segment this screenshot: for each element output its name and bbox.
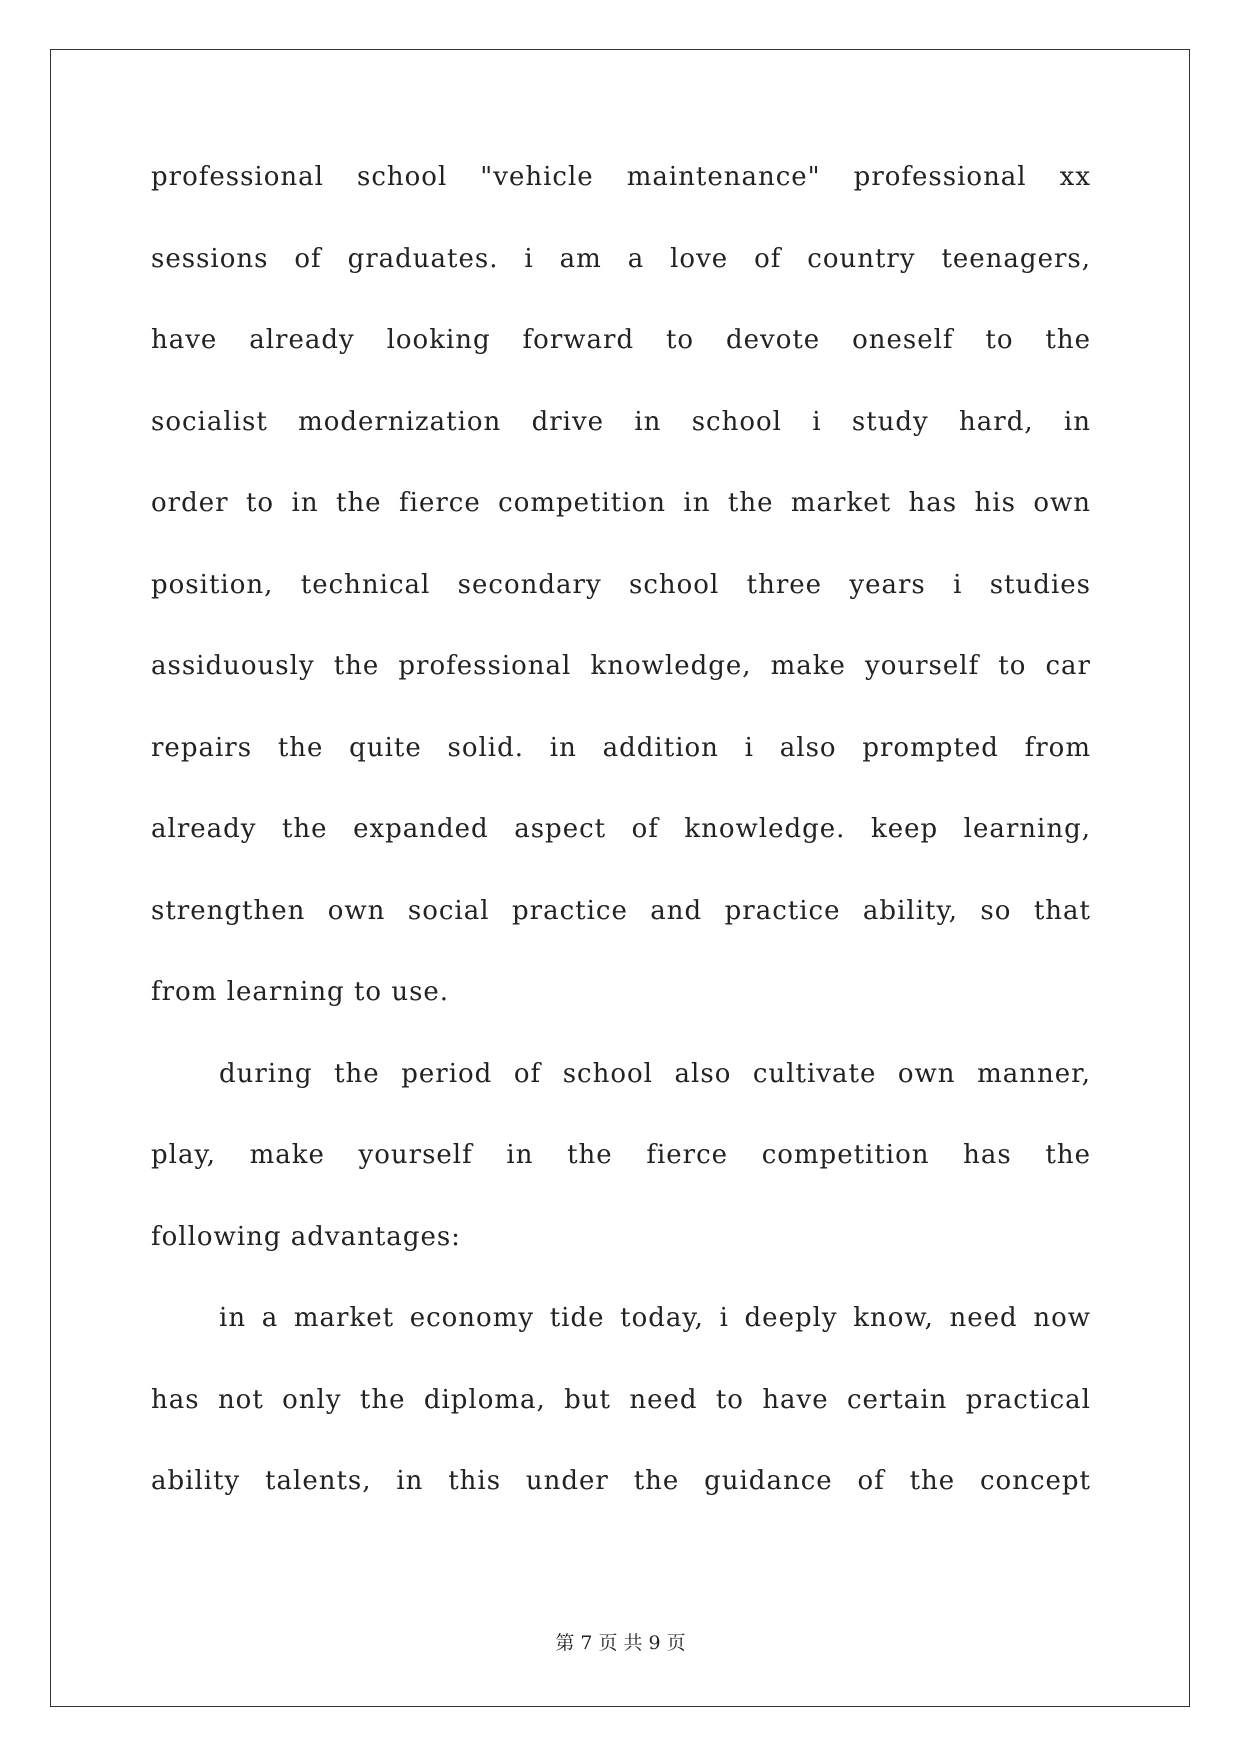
text-line: during the period of school also cultivate own manner, (219, 1058, 1091, 1089)
text-line: order to in the fierce competition in the market has his own (151, 488, 1091, 518)
text-line: has not only the diploma, but need to have certain practical (151, 1384, 1091, 1415)
text-line: assiduously the professional knowledge, make yourself to car (151, 651, 1091, 681)
text-line: sessions of graduates. i am a love of country teenagers, (151, 243, 1091, 274)
text-line: from learning to use. (151, 977, 450, 1007)
text-line: already the expanded aspect of knowledge. keep learning, (151, 814, 1091, 844)
text-line: following advantages: (151, 1221, 461, 1252)
text-line: in a market economy tide today, i deeply know, need now (219, 1303, 1091, 1333)
document-body (151, 157, 1091, 1543)
text-line: position, technical secondary school three years i studies (151, 569, 1091, 600)
text-line: repairs the quite solid. in addition i also prompted from (151, 732, 1091, 763)
page-number-footer: 第 7 页 共 9 页 (555, 1632, 686, 1654)
text-line: strengthen own social practice and practice ability, so that (151, 895, 1091, 926)
text-line: ability talents, in this under the guidance of the concept (151, 1466, 1091, 1496)
text-line: socialist modernization drive in school i study hard, in (151, 406, 1091, 437)
text-line: play, make yourself in the fierce competition has the (151, 1140, 1091, 1170)
text-line: professional school "vehicle maintenance" professional xx (151, 162, 1091, 192)
text-line: have already looking forward to devote oneself to the (151, 325, 1091, 355)
